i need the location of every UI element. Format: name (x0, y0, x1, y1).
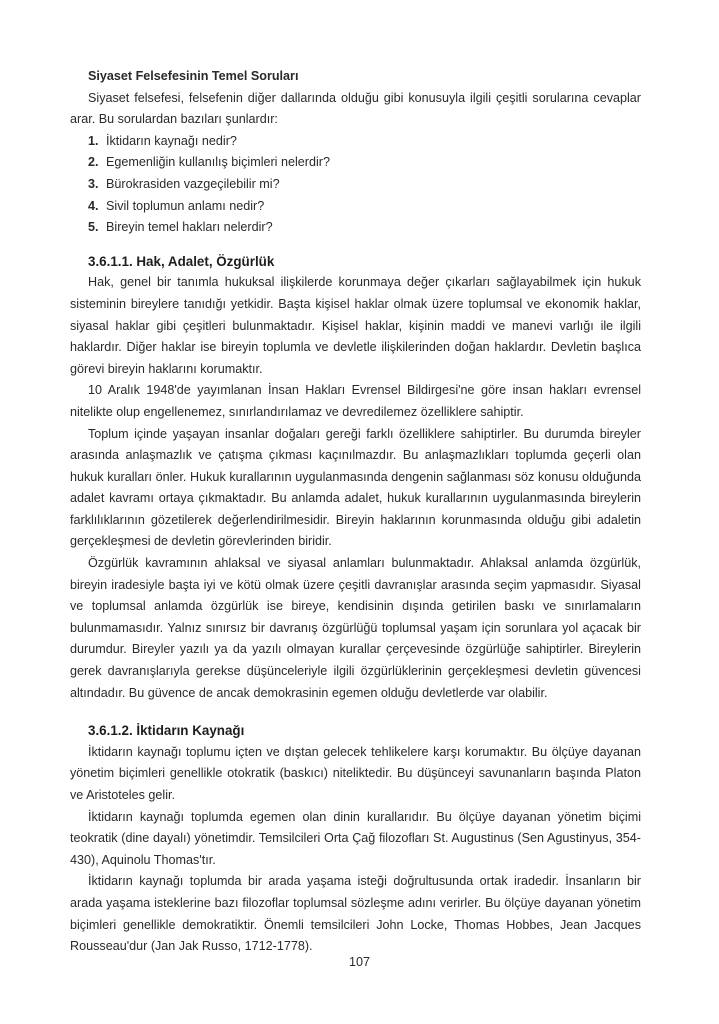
list-text: Bireyin temel hakları nelerdir? (106, 220, 273, 235)
paragraph: 10 Aralık 1948'de yayımlanan İnsan Hakları Evrensel Bildirgesi'ne göre insan hakları evrensel nitelikte olup engellenemez, sınırlandırılamaz ve devredilemez özelliklere sahiptir. (70, 383, 641, 419)
list-item (88, 196, 641, 218)
list-text: Sivil toplumun anlamı nedir? (106, 198, 265, 213)
list-number: 5. (88, 220, 99, 235)
list-number: 1. (88, 133, 99, 148)
questions-list (70, 131, 641, 239)
section-heading-hak-adalet-ozgurluk: 3.6.1.1. Hak, Adalet, Özgürlük (88, 253, 275, 269)
list-text: İktidarın kaynağı nedir? (106, 133, 237, 148)
paragraph: Hak, genel bir tanımla hukuksal ilişkilerde korunmaya değer çıkarları sağlayabilmek için hukuk sisteminin bireylere tanıdığı yetkidir. Başta kişisel haklar olmak üzere toplumsal ve ekonomik haklar, siyasal haklar gibi çeşitleri bulunmaktadır. Kişisel haklar, kişinin maddi ve manevi varlığı ile ilgili haklardır. Diğer haklar ise bireyin toplumla ve devletle ilişkilerinden doğan haklardır. Devletin başlıca görevi bireyin haklarını korumaktır. (70, 275, 641, 376)
paragraph: Özgürlük kavramının ahlaksal ve siyasal anlamları bulunmaktadır. Ahlaksal anlamda özgürlük, bireyin iradesiyle başta iyi ve kötü olmak üzere çeşitli davranışlar arasında seçim yapmasıdır. Siyasal ve toplumsal anlamda özgürlük ise bireye, kendisinin dışında getirilen baskı ve sınırlamaların bulunmamasıdır. Yalnız sınırsız bir davranış özgürlüğü toplumsal yaşam için sorunlara yol açacak bir durumdur. Bireyler yazılı ya da yazılı olmayan kurallar çerçevesinde özgürlüğe sahiptirler. Bireylerin gerek davranışlarıyla gerekse düşünceleriyle ilgili özgürlüklerinin gerçekleşmesi devletin güvencesi altındadır. Bu güvence de ancak demokrasinin egemen olduğu devletlerde var olabilir. (70, 556, 641, 700)
list-item (88, 174, 641, 196)
document-page (70, 66, 641, 958)
list-text: Bürokrasiden vazgeçilebilir mi? (106, 176, 280, 191)
intro-paragraph: Siyaset felsefesi, felsefenin diğer dallarında olduğu gibi konusuyla ilgili çeşitli sorularına cevaplar arar. Bu sorulardan bazıları şunlardır: (70, 90, 641, 127)
paragraph: İktidarın kaynağı toplumda egemen olan dinin kurallarıdır. Bu ölçüye dayanan yönetim biçimi teokratik (dine dayalı) yönetimdir. Temsilcileri Orta Çağ filozofları St. Augustinus (Sen Agustinyus, 354-430), Aquinolu Thomas'tır. (70, 809, 641, 867)
list-item (88, 131, 641, 153)
list-number: 2. (88, 155, 99, 170)
spacer (70, 704, 641, 720)
paragraph: Toplum içinde yaşayan insanlar doğaları gereği farklı özelliklere sahiptirler. Bu durumda bireyler arasında anlaşmazlık ve çatışma çıkması kaçınılmazdır. Bu anlaşmazlıkları toplumda geçerli olan hukuk kuralları önler. Hukuk kurallarının uygulanmasında dengenin sağlanması söz konusu olduğunda adalet kavramı ortaya çıkmaktadır. Bu anlamda adalet, hukuk kurallarının uygulanmasında bireylerin farklılıklarının gözetilerek değerlendirilmesidir. Bireyin haklarının korunmasında olduğu gibi adaletin gerçekleşmesi de devletin görevlerinden biridir. (70, 426, 641, 549)
list-text: Egemenliğin kullanılış biçimleri nelerdir? (106, 155, 330, 170)
list-number: 4. (88, 198, 99, 213)
section-heading-iktidarin-kaynagi: 3.6.1.2. İktidarın Kaynağı (88, 723, 245, 739)
paragraph: İktidarın kaynağı toplumda bir arada yaşama isteği doğrultusunda ortak iradedir. İnsanların bir arada yaşama isteklerine bazı filozoflar toplumsal sözleşme adını verirler. Bu ölçüye dayanan yönetim biçimleri genellikle demokratiktir. Önemli temsilcileri John Locke, Thomas Hobbes, Jean Jacques Rousseau'dur (Jan Jak Russo, 1712-1778). (70, 874, 641, 954)
spacer (70, 239, 641, 251)
list-item (88, 152, 641, 174)
section-heading-intro: Siyaset Felsefesinin Temel Soruları (88, 69, 299, 83)
paragraph: İktidarın kaynağı toplumu içten ve dıştan gelecek tehlikelere karşı korumaktır. Bu ölçüye dayanan yönetim biçimleri genellikle otokratik (baskıcı) niteliktedir. Bu düşünceyi savunanların başında Platon ve Aristoteles gelir. (70, 744, 641, 802)
list-number: 3. (88, 176, 99, 191)
page-number: 107 (348, 955, 370, 969)
list-item (88, 217, 641, 239)
